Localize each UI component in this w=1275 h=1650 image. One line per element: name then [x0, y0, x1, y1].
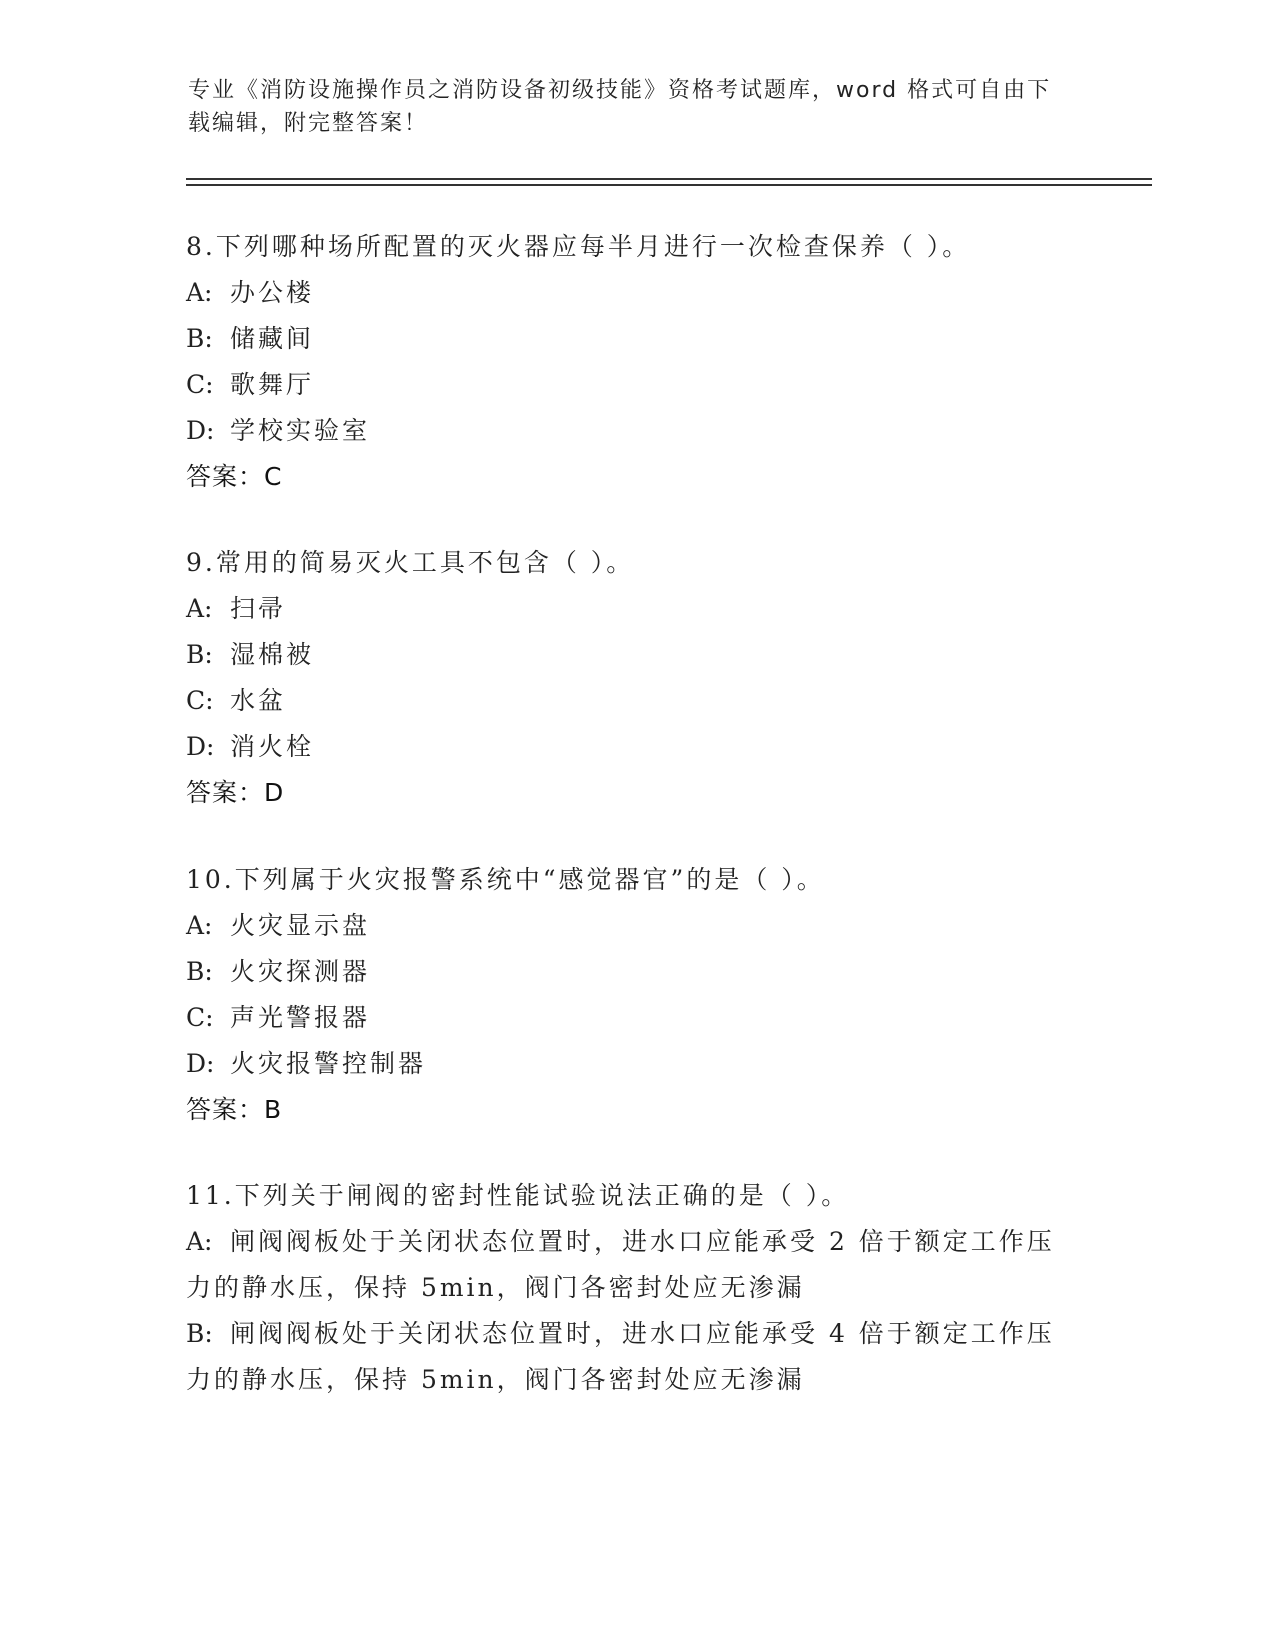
answer-line: 答案：B: [186, 1095, 283, 1124]
answer-line: 答案：C: [186, 462, 283, 491]
option-label: B:: [186, 324, 213, 353]
question-8: [186, 224, 1086, 500]
option-text: 办公楼: [230, 278, 315, 307]
option-text: 储藏间: [230, 324, 315, 353]
option-label: C:: [186, 686, 214, 715]
option-text: 闸阀阀板处于关闭状态位置时，进水口应能承受 2 倍于额定工作压: [230, 1227, 1055, 1256]
option-text: 消火栓: [230, 732, 315, 761]
option-text: 湿棉被: [230, 640, 315, 669]
option-text: 学校实验室: [230, 416, 371, 445]
question-10: [186, 857, 1086, 1133]
option-a: [186, 903, 1086, 949]
option-c: [186, 362, 1086, 408]
option-b: [186, 316, 1086, 362]
option-a: [186, 270, 1086, 316]
question-stem: 8.下列哪种场所配置的灭火器应每半月进行一次检查保养（ ）。: [186, 232, 971, 261]
question-stem: 11.下列关于闸阀的密封性能试验说法正确的是（ ）。: [186, 1181, 850, 1210]
question-stem: 10.下列属于火灾报警系统中“感觉器官”的是（ ）。: [186, 865, 825, 894]
option-text: 声光警报器: [230, 1003, 371, 1032]
answer-line: 答案：D: [186, 778, 285, 807]
question-stem: 9.常用的简易灭火工具不包含（ ）。: [186, 548, 635, 577]
option-a-continued: 力的静水压，保持 5min，阀门各密封处应无渗漏: [186, 1273, 805, 1302]
option-b: [186, 632, 1086, 678]
option-text: 歌舞厅: [230, 370, 315, 399]
option-c: [186, 995, 1086, 1041]
question-9: [186, 540, 1086, 816]
header-divider-top: [186, 178, 1152, 180]
option-d: [186, 408, 1086, 454]
option-label: D:: [186, 416, 215, 445]
option-text: 闸阀阀板处于关闭状态位置时，进水口应能承受 4 倍于额定工作压: [230, 1319, 1055, 1348]
option-label: A:: [186, 278, 213, 307]
option-label: B:: [186, 640, 213, 669]
option-label: B:: [186, 1319, 213, 1348]
option-label: C:: [186, 1003, 214, 1032]
option-label: D:: [186, 1049, 215, 1078]
option-label: B:: [186, 957, 213, 986]
option-label: A:: [186, 911, 213, 940]
option-label: A:: [186, 1227, 213, 1256]
option-c: [186, 678, 1086, 724]
option-label: C:: [186, 370, 214, 399]
document-header: 专业《消防设施操作员之消防设备初级技能》资格考试题库，word 格式可自由下载编辑，附完整答案！: [188, 78, 1052, 136]
header-divider-bottom: [186, 184, 1152, 186]
option-a: [186, 586, 1086, 632]
option-a: [186, 1219, 1086, 1265]
option-d: [186, 724, 1086, 770]
option-d: [186, 1041, 1086, 1087]
option-text: 火灾报警控制器: [230, 1049, 427, 1078]
option-label: D:: [186, 732, 215, 761]
option-text: 火灾显示盘: [230, 911, 371, 940]
option-b: [186, 1311, 1086, 1357]
option-label: A:: [186, 594, 213, 623]
question-11: [186, 1173, 1086, 1403]
option-b: [186, 949, 1086, 995]
option-text: 火灾探测器: [230, 957, 371, 986]
option-text: 扫帚: [230, 594, 287, 623]
option-text: 水盆: [230, 686, 287, 715]
option-b-continued: 力的静水压，保持 5min，阀门各密封处应无渗漏: [186, 1365, 805, 1394]
